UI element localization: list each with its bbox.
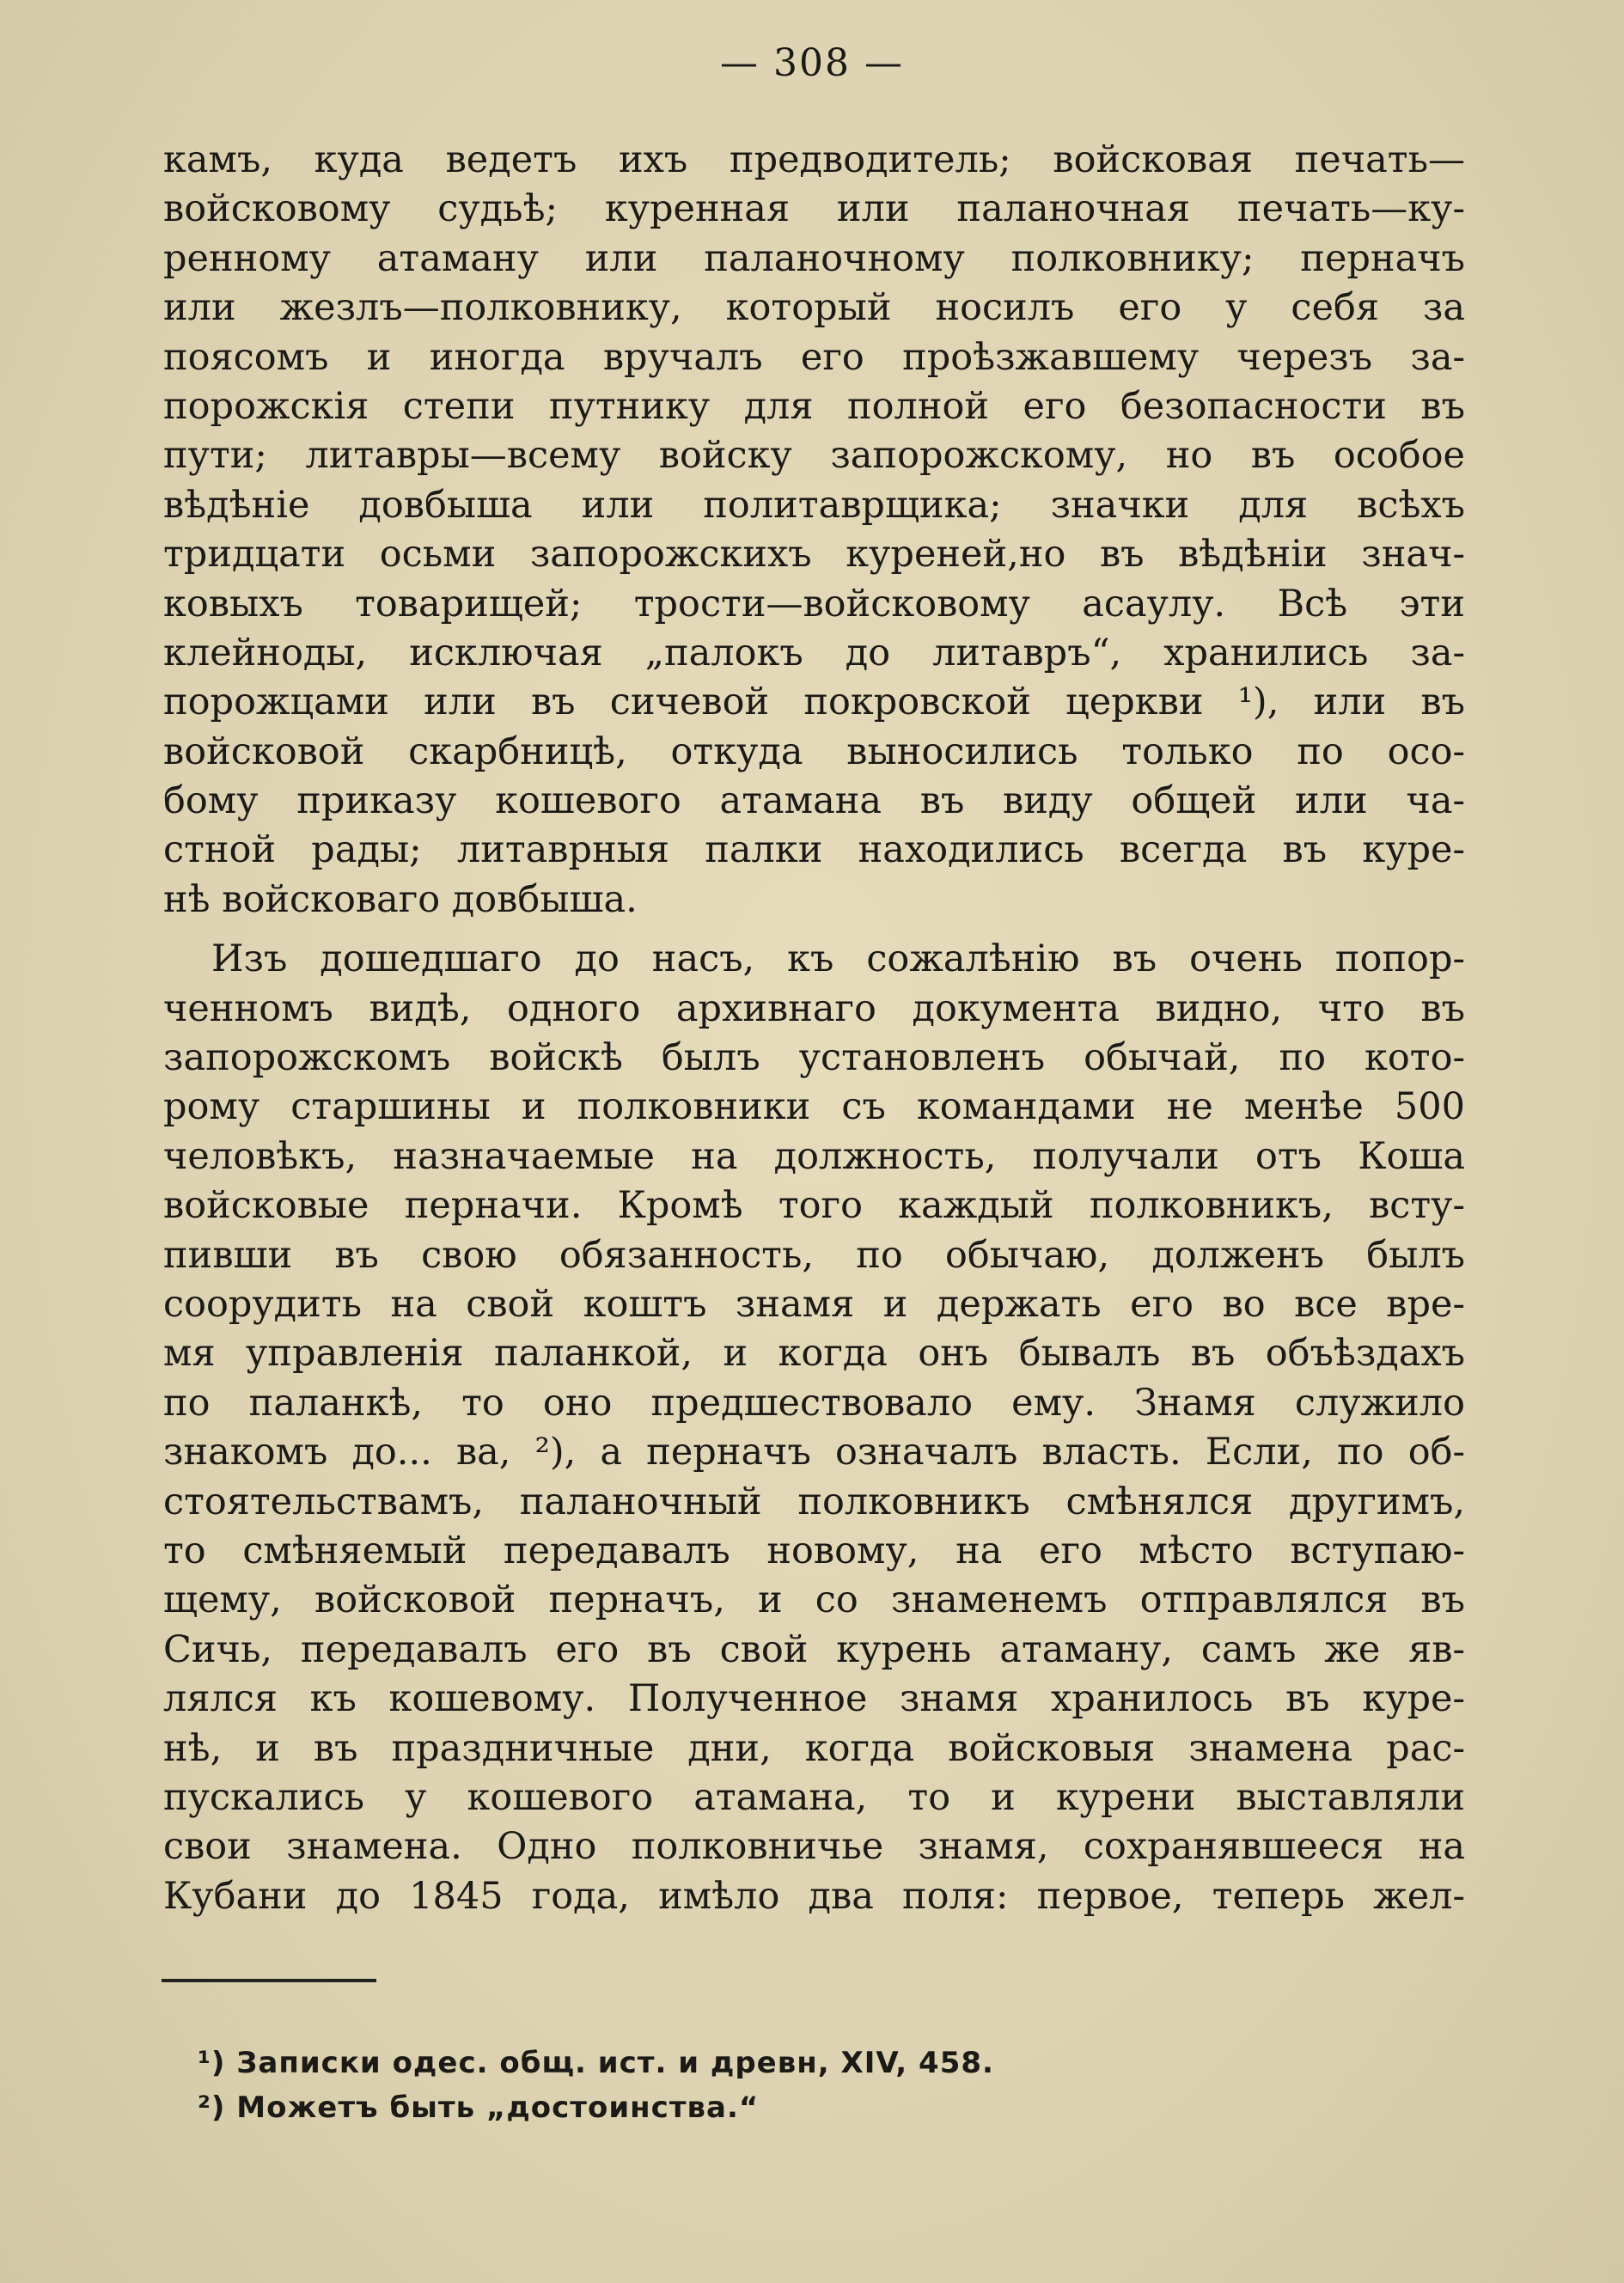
text-line: человѣкъ, назначаемые на должность, получали отъ Коша xyxy=(163,1134,1465,1178)
paragraph-2 xyxy=(163,935,1465,1921)
text-line: щему, войсковой перначъ, и со знаменемъ отправлялся въ xyxy=(163,1578,1465,1622)
text-line: тридцати осьми запорожскихъ куреней,но въ вѣдѣніи знач- xyxy=(163,533,1465,577)
text-line: соорудить на свой коштъ знамя и держать его во все вре- xyxy=(163,1282,1465,1326)
text-line: клейноды, исключая „палокъ до литавръ“, хранились за- xyxy=(163,631,1465,675)
text-line: ченномъ видѣ, одного архивнаго документа видно, что въ xyxy=(163,986,1465,1030)
text-line: бому приказу кошевого атамана въ виду общей или ча- xyxy=(163,779,1465,823)
text-line: или жезлъ—полковнику, который носилъ его у себя за xyxy=(163,286,1465,330)
text-line: нѣ, и въ праздничные дни, когда войсковыя знамена рас- xyxy=(163,1726,1465,1770)
text-line: стной рады; литаврныя палки находились всегда въ куре- xyxy=(163,828,1465,872)
paragraph-gap xyxy=(163,925,1465,935)
text-line: поясомъ и иногда вручалъ его проѣзжавшему черезъ за- xyxy=(163,335,1465,379)
text-line: пути; литавры—всему войску запорожскому, но въ особое xyxy=(163,434,1465,478)
text-line: свои знамена. Одно полковничье знамя, сохранявшееся на xyxy=(163,1825,1465,1869)
text-line: вѣдѣніе довбыша или политаврщика; значки для всѣхъ xyxy=(163,483,1465,527)
text-line: запорожскомъ войскѣ былъ установленъ обычай, по кото- xyxy=(163,1036,1465,1080)
text-line: камъ, куда ведетъ ихъ предводитель; войсковая печать— xyxy=(163,138,1465,181)
text-line: мя управленія паланкой, и когда онъ бывалъ въ объѣздахъ xyxy=(163,1332,1465,1376)
text-line: ренному атаману или паланочному полковнику; перначъ xyxy=(163,236,1465,280)
text-line: стоятельствамъ, паланочный полковникъ смѣнялся другимъ, xyxy=(163,1480,1465,1523)
text-line: Изъ дошедшаго до насъ, къ сожалѣнію въ очень попор- xyxy=(211,937,1465,981)
body-text xyxy=(163,136,1465,1921)
text-line: войсковые перначи. Кромѣ того каждый полковникъ, всту- xyxy=(163,1184,1465,1228)
text-line: лялся къ кошевому. Полученное знамя хранилось въ куре- xyxy=(163,1677,1465,1721)
footnote-separator xyxy=(162,1979,376,1982)
text-line: ковыхъ товарищей; трости—войсковому асаулу. Всѣ эти xyxy=(163,582,1465,626)
text-line: порожскія степи путнику для полной его безопасности въ xyxy=(163,384,1465,428)
text-line: знакомъ до... ва, ²), а перначъ означалъ власть. Если, по об- xyxy=(163,1431,1465,1474)
footnote-1: ¹) Записки одес. общ. ист. и древн, XIV, 458. xyxy=(198,2046,994,2080)
footnote-2: ²) Можетъ быть „достоинства.“ xyxy=(198,2091,760,2125)
text-line: по паланкѣ, то оно предшествовало ему. Знамя служило xyxy=(163,1381,1465,1425)
footnotes xyxy=(198,2041,1315,2130)
paragraph-1 xyxy=(163,136,1465,925)
text-line: нѣ войсковаго довбыша. xyxy=(163,877,638,921)
text-line: Кубани до 1845 года, имѣло два поля: первое, теперь жел- xyxy=(163,1874,1465,1918)
text-line: пускались у кошевого атамана, то и курени выставляли xyxy=(163,1775,1465,1819)
text-line: Сичь, передавалъ его въ свой курень атаману, самъ же яв- xyxy=(163,1627,1465,1671)
page-number: — 308 — xyxy=(720,41,904,85)
text-line: пивши въ свою обязанность, по обычаю, долженъ былъ xyxy=(163,1233,1465,1277)
text-line: рому старшины и полковники съ командами не менѣе 500 xyxy=(163,1085,1465,1129)
text-line: войсковой скарбницѣ, откуда выносились только по осо- xyxy=(163,729,1465,773)
text-line: порожцами или въ сичевой покровской церкви ¹), или въ xyxy=(163,681,1465,724)
text-line: войсковому судьѣ; куренная или паланочная печать—ку- xyxy=(163,187,1465,231)
text-line: то смѣняемый передавалъ новому, на его мѣсто вступаю- xyxy=(163,1529,1465,1572)
